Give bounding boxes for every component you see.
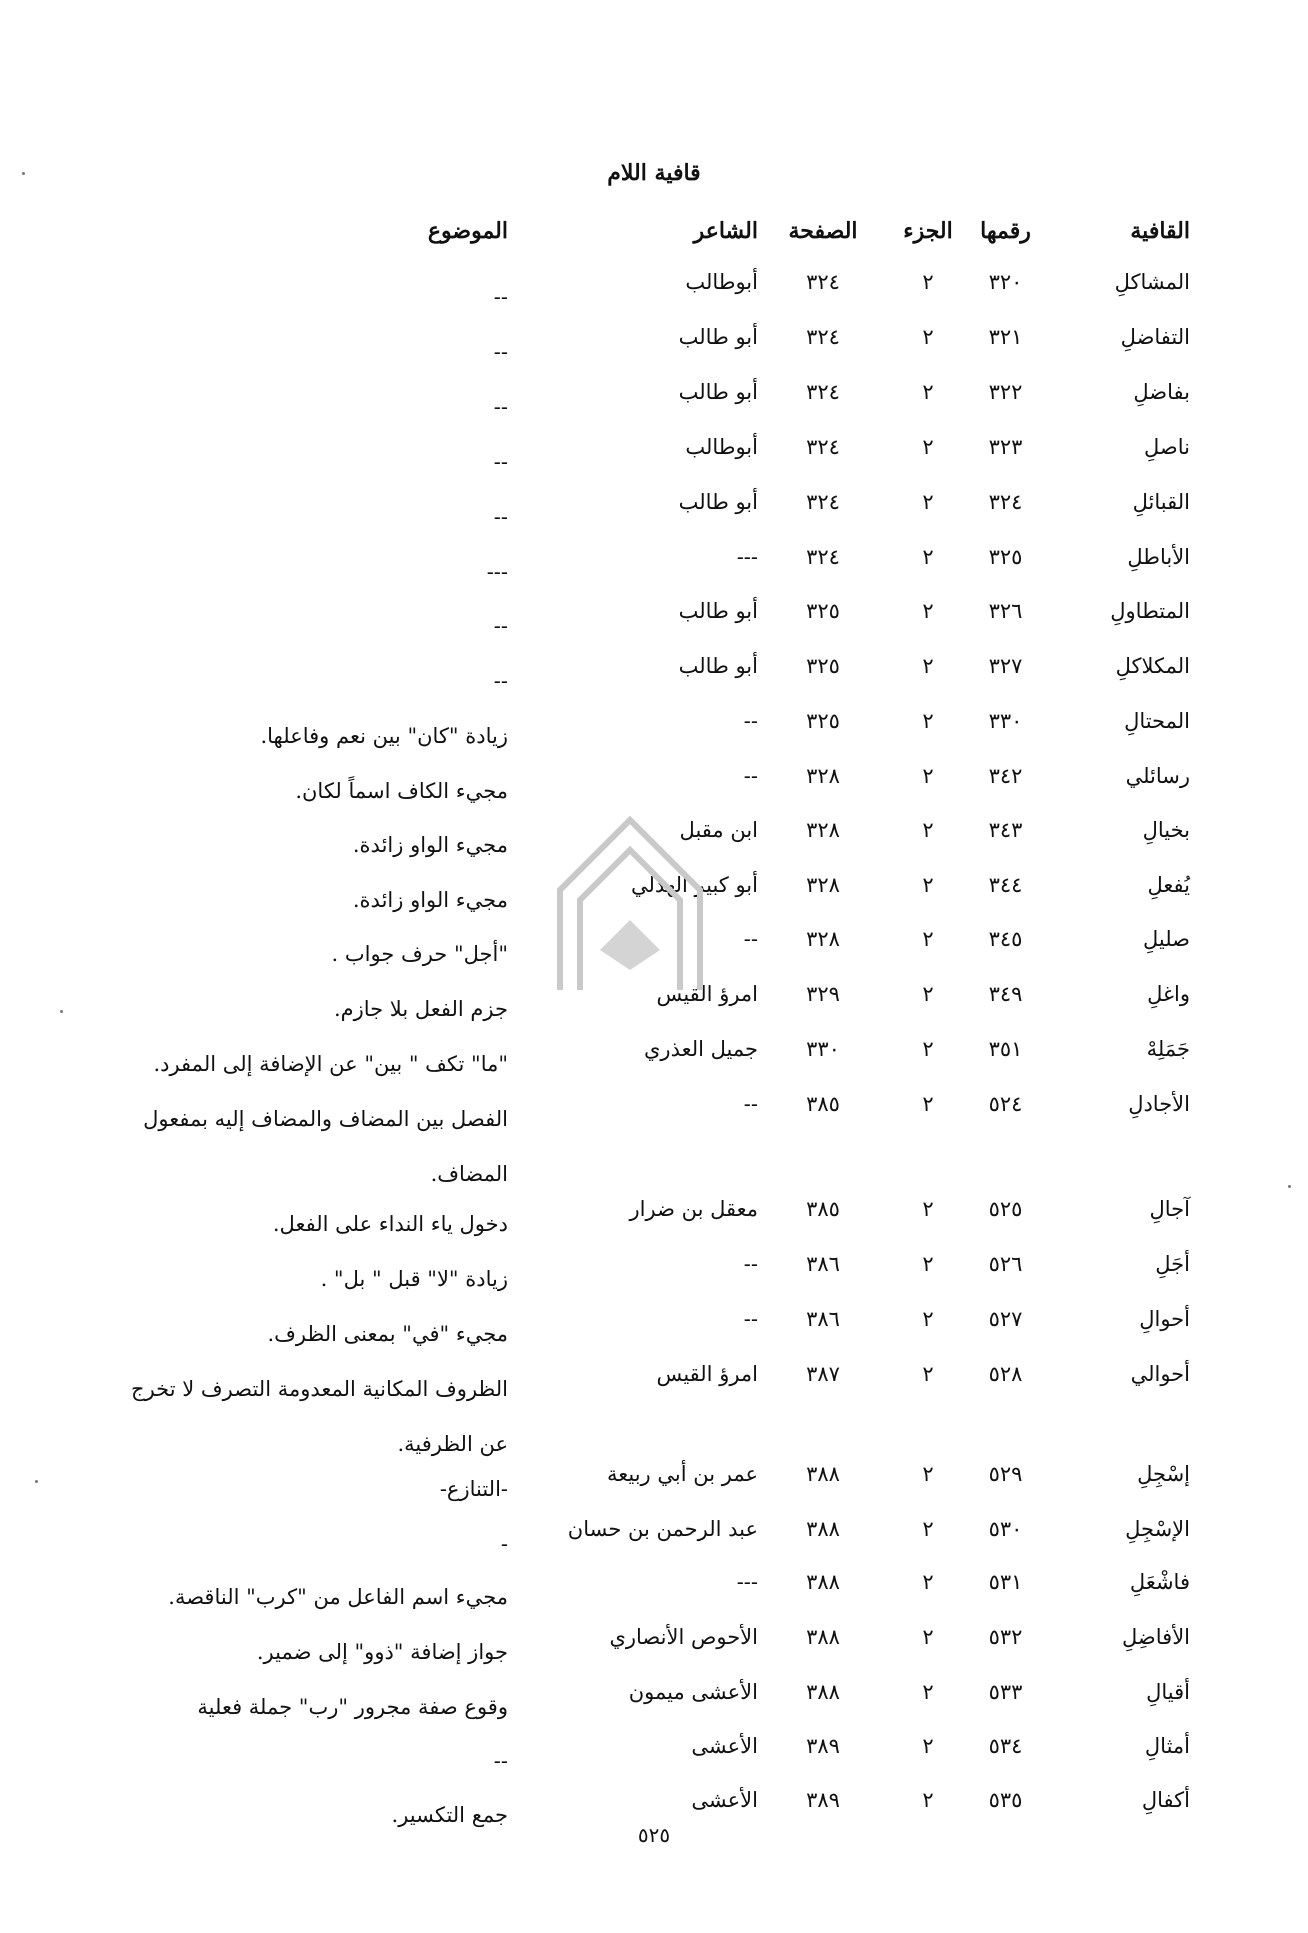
- row-5-qafiya: القبائلِ: [1132, 490, 1190, 514]
- row-14-safha: ٣٢٩: [806, 982, 840, 1006]
- row-3-raqm: ٣٢٢: [988, 380, 1023, 404]
- row-24-qafiya: الأفاضِلِ: [1122, 1625, 1190, 1649]
- section-title: قافية اللام: [607, 160, 701, 186]
- row-27-qafiya: أكفالِ: [1141, 1788, 1190, 1812]
- row-17-qafiya: آجالِ: [1149, 1197, 1190, 1221]
- row-2-raqm: ٣٢١: [988, 325, 1023, 349]
- row-13-qafiya: صليلِ: [1142, 927, 1190, 951]
- row-2-safha: ٣٢٤: [806, 325, 840, 349]
- row-26-safha: ٣٨٩: [806, 1734, 840, 1758]
- header-raqm: رقمها: [980, 218, 1031, 244]
- row-21-safha: ٣٨٨: [806, 1462, 840, 1486]
- row-5-safha: ٣٢٤: [806, 490, 840, 514]
- row-16-juz: ٢: [922, 1092, 934, 1116]
- row-10-safha: ٣٢٨: [806, 764, 840, 788]
- row-14-shaer: امرؤ القيس: [656, 982, 758, 1006]
- row-10-qafiya: رسائلي: [1125, 764, 1190, 788]
- row-10-shaer: --: [743, 764, 758, 788]
- header-shaer: الشاعر: [693, 218, 758, 244]
- row-13-shaer: --: [743, 927, 758, 951]
- row-15-juz: ٢: [922, 1037, 934, 1061]
- row-14-raqm: ٣٤٩: [988, 982, 1023, 1006]
- row-4-safha: ٣٢٤: [806, 435, 840, 459]
- header-juz: الجزء: [903, 218, 953, 244]
- row-23-juz: ٢: [922, 1570, 934, 1594]
- row-5-mawdoo: --: [493, 505, 508, 529]
- row-11-raqm: ٣٤٣: [988, 818, 1023, 842]
- row-7-safha: ٣٢٥: [806, 599, 840, 623]
- row-8-mawdoo: --: [493, 669, 508, 693]
- row-11-safha: ٣٢٨: [806, 818, 840, 842]
- row-17-juz: ٢: [922, 1197, 934, 1221]
- row-9-mawdoo: زيادة "كان" بين نعم وفاعلها.: [260, 724, 508, 748]
- row-16-qafiya: الأجادلِ: [1128, 1092, 1190, 1116]
- row-16-raqm: ٥٢٤: [988, 1092, 1023, 1116]
- scan-speck: [60, 1010, 63, 1013]
- row-2-juz: ٢: [922, 325, 934, 349]
- row-10-juz: ٢: [922, 764, 934, 788]
- page-number: ٥٢٥: [637, 1823, 671, 1847]
- row-2-mawdoo: --: [493, 340, 508, 364]
- row-6-safha: ٣٢٤: [806, 545, 840, 569]
- row-13-mawdoo: "أجل" حرف جواب .: [331, 942, 508, 966]
- row-21-shaer: عمر بن أبي ربيعة: [606, 1462, 758, 1486]
- row-24-mawdoo: جواز إضافة "ذوو" إلى ضمير.: [256, 1640, 508, 1664]
- row-22-mawdoo: -: [500, 1532, 508, 1556]
- row-20-qafiya: أحوالي: [1130, 1362, 1190, 1386]
- row-24-safha: ٣٨٨: [806, 1625, 840, 1649]
- row-26-mawdoo: --: [493, 1749, 508, 1773]
- row-15-qafiya: جَمَلِهْ: [1146, 1037, 1190, 1061]
- row-5-raqm: ٣٢٤: [988, 490, 1023, 514]
- row-27-mawdoo: جمع التكسير.: [391, 1803, 508, 1827]
- row-14-qafiya: واغلِ: [1147, 982, 1190, 1006]
- row-6-shaer: ---: [736, 545, 758, 569]
- row-23-mawdoo: مجيء اسم الفاعل من "كرب" الناقصة.: [168, 1585, 508, 1609]
- row-16-mawdoo: الفصل بين المضاف والمضاف إليه بمفعول المضاف.: [143, 1107, 508, 1186]
- row-25-safha: ٣٨٨: [806, 1680, 840, 1704]
- row-6-juz: ٢: [922, 545, 934, 569]
- row-16-shaer: --: [743, 1092, 758, 1116]
- row-1-raqm: ٣٢٠: [988, 270, 1023, 294]
- header-mawdoo: الموضوع: [427, 218, 508, 244]
- row-21-qafiya: إسْجِلِ: [1137, 1462, 1190, 1486]
- header-qafiya: القافية: [1130, 218, 1190, 244]
- row-4-shaer: أبوطالب: [685, 435, 758, 459]
- row-1-safha: ٣٢٤: [806, 270, 840, 294]
- row-3-shaer: أبو طالب: [678, 380, 758, 404]
- row-11-qafiya: بخيالِ: [1142, 818, 1190, 842]
- row-18-safha: ٣٨٦: [806, 1252, 840, 1276]
- row-23-safha: ٣٨٨: [806, 1570, 840, 1594]
- row-17-mawdoo: دخول ياء النداء على الفعل.: [272, 1212, 508, 1236]
- row-12-safha: ٣٢٨: [806, 873, 840, 897]
- row-23-qafiya: فاشْعَلِ: [1129, 1570, 1190, 1594]
- row-27-safha: ٣٨٩: [806, 1788, 840, 1812]
- row-25-qafiya: أقيالِ: [1146, 1680, 1190, 1704]
- row-18-raqm: ٥٢٦: [988, 1252, 1023, 1276]
- row-7-juz: ٢: [922, 599, 934, 623]
- row-13-juz: ٢: [922, 927, 934, 951]
- row-1-mawdoo: --: [493, 285, 508, 309]
- row-13-raqm: ٣٤٥: [988, 927, 1023, 951]
- row-3-qafiya: بفاضلِ: [1133, 380, 1190, 404]
- row-18-shaer: --: [743, 1252, 758, 1276]
- row-22-shaer: عبد الرحمن بن حسان: [567, 1517, 758, 1541]
- row-19-shaer: --: [743, 1307, 758, 1331]
- library-watermark-logo: [540, 800, 720, 1000]
- row-23-raqm: ٥٣١: [988, 1570, 1023, 1594]
- row-3-safha: ٣٢٤: [806, 380, 840, 404]
- row-18-mawdoo: زيادة "لا" قبل " بل" .: [320, 1267, 508, 1291]
- row-26-juz: ٢: [922, 1734, 934, 1758]
- row-27-raqm: ٥٣٥: [988, 1788, 1023, 1812]
- row-12-raqm: ٣٤٤: [988, 873, 1023, 897]
- row-16-safha: ٣٨٥: [806, 1092, 840, 1116]
- row-23-shaer: ---: [736, 1570, 758, 1594]
- row-12-shaer: أبو كبير الهذلي: [631, 873, 758, 897]
- row-6-mawdoo: ---: [486, 560, 508, 584]
- row-26-qafiya: أمثالِ: [1144, 1734, 1190, 1758]
- row-8-juz: ٢: [922, 654, 934, 678]
- row-11-juz: ٢: [922, 818, 934, 842]
- row-15-raqm: ٣٥١: [988, 1037, 1023, 1061]
- row-8-qafiya: المكلاكلِ: [1115, 654, 1190, 678]
- row-7-mawdoo: --: [493, 614, 508, 638]
- row-18-juz: ٢: [922, 1252, 934, 1276]
- row-27-shaer: الأعشى: [691, 1788, 758, 1812]
- row-25-juz: ٢: [922, 1680, 934, 1704]
- row-26-shaer: الأعشى: [691, 1734, 758, 1758]
- row-15-safha: ٣٣٠: [806, 1037, 840, 1061]
- row-8-shaer: أبو طالب: [678, 654, 758, 678]
- row-7-shaer: أبو طالب: [678, 599, 758, 623]
- row-19-safha: ٣٨٦: [806, 1307, 840, 1331]
- row-19-qafiya: أحوالِ: [1139, 1307, 1190, 1331]
- row-24-shaer: الأحوص الأنصاري: [609, 1625, 758, 1649]
- row-15-shaer: جميل العذري: [643, 1037, 758, 1061]
- row-3-mawdoo: --: [493, 395, 508, 419]
- row-3-juz: ٢: [922, 380, 934, 404]
- row-2-qafiya: التفاضلِ: [1120, 325, 1190, 349]
- row-11-mawdoo: مجيء الواو زائدة.: [352, 833, 508, 857]
- row-22-qafiya: الإسْجِلِ: [1125, 1517, 1190, 1541]
- row-7-qafiya: المتطاولِ: [1110, 599, 1190, 623]
- row-18-qafiya: أجَلِ: [1155, 1252, 1190, 1276]
- row-12-qafiya: يُفعلِ: [1147, 873, 1190, 897]
- row-22-raqm: ٥٣٠: [988, 1517, 1023, 1541]
- row-20-mawdoo: الظروف المكانية المعدومة التصرف لا تخرج عن الظرفية.: [131, 1377, 508, 1456]
- row-9-juz: ٢: [922, 709, 934, 733]
- row-1-shaer: أبوطالب: [685, 270, 758, 294]
- row-19-juz: ٢: [922, 1307, 934, 1331]
- row-4-juz: ٢: [922, 435, 934, 459]
- row-10-raqm: ٣٤٢: [988, 764, 1023, 788]
- row-9-qafiya: المحتالِ: [1124, 709, 1190, 733]
- row-24-raqm: ٥٣٢: [988, 1625, 1023, 1649]
- header-safha: الصفحة: [788, 218, 858, 244]
- row-20-safha: ٣٨٧: [806, 1362, 840, 1386]
- row-4-mawdoo: --: [493, 450, 508, 474]
- row-4-qafiya: ناصلِ: [1144, 435, 1190, 459]
- row-22-safha: ٣٨٨: [806, 1517, 840, 1541]
- row-17-shaer: معقل بن ضرار: [629, 1197, 758, 1221]
- row-20-raqm: ٥٢٨: [988, 1362, 1023, 1386]
- row-25-mawdoo: وقوع صفة مجرور "رب" جملة فعلية: [197, 1695, 508, 1719]
- row-10-mawdoo: مجيء الكاف اسماً لكان.: [295, 779, 508, 803]
- row-6-raqm: ٣٢٥: [988, 545, 1023, 569]
- row-17-raqm: ٥٢٥: [988, 1197, 1023, 1221]
- row-14-juz: ٢: [922, 982, 934, 1006]
- row-20-shaer: امرؤ القيس: [656, 1362, 758, 1386]
- row-4-raqm: ٣٢٣: [988, 435, 1023, 459]
- row-12-juz: ٢: [922, 873, 934, 897]
- row-14-mawdoo: جزم الفعل بلا جازم.: [333, 997, 508, 1021]
- row-13-safha: ٣٢٨: [806, 927, 840, 951]
- scan-speck: [22, 172, 25, 175]
- row-9-shaer: --: [743, 709, 758, 733]
- row-12-mawdoo: مجيء الواو زائدة.: [352, 888, 508, 912]
- row-8-raqm: ٣٢٧: [988, 654, 1023, 678]
- row-9-safha: ٣٢٥: [806, 709, 840, 733]
- row-2-shaer: أبو طالب: [678, 325, 758, 349]
- row-21-mawdoo: -التنازع-: [439, 1477, 508, 1501]
- row-24-juz: ٢: [922, 1625, 934, 1649]
- row-22-juz: ٢: [922, 1517, 934, 1541]
- row-6-qafiya: الأباطلِ: [1127, 545, 1190, 569]
- row-26-raqm: ٥٣٤: [988, 1734, 1023, 1758]
- row-20-juz: ٢: [922, 1362, 934, 1386]
- row-7-raqm: ٣٢٦: [988, 599, 1023, 623]
- row-25-raqm: ٥٣٣: [988, 1680, 1023, 1704]
- row-5-shaer: أبو طالب: [678, 490, 758, 514]
- row-21-juz: ٢: [922, 1462, 934, 1486]
- scan-speck: [35, 1480, 38, 1483]
- row-15-mawdoo: "ما" تكف " بين" عن الإضافة إلى المفرد.: [153, 1052, 508, 1076]
- row-9-raqm: ٣٣٠: [988, 709, 1023, 733]
- row-11-shaer: ابن مقبل: [679, 818, 758, 842]
- row-17-safha: ٣٨٥: [806, 1197, 840, 1221]
- row-1-qafiya: المشاكلِ: [1114, 270, 1190, 294]
- row-5-juz: ٢: [922, 490, 934, 514]
- row-25-shaer: الأعشى ميمون: [628, 1680, 758, 1704]
- row-19-raqm: ٥٢٧: [988, 1307, 1023, 1331]
- row-1-juz: ٢: [922, 270, 934, 294]
- row-8-safha: ٣٢٥: [806, 654, 840, 678]
- scan-speck: [1288, 1185, 1291, 1188]
- row-27-juz: ٢: [922, 1788, 934, 1812]
- row-19-mawdoo: مجيء "في" بمعنى الظرف.: [267, 1322, 508, 1346]
- row-21-raqm: ٥٢٩: [988, 1462, 1023, 1486]
